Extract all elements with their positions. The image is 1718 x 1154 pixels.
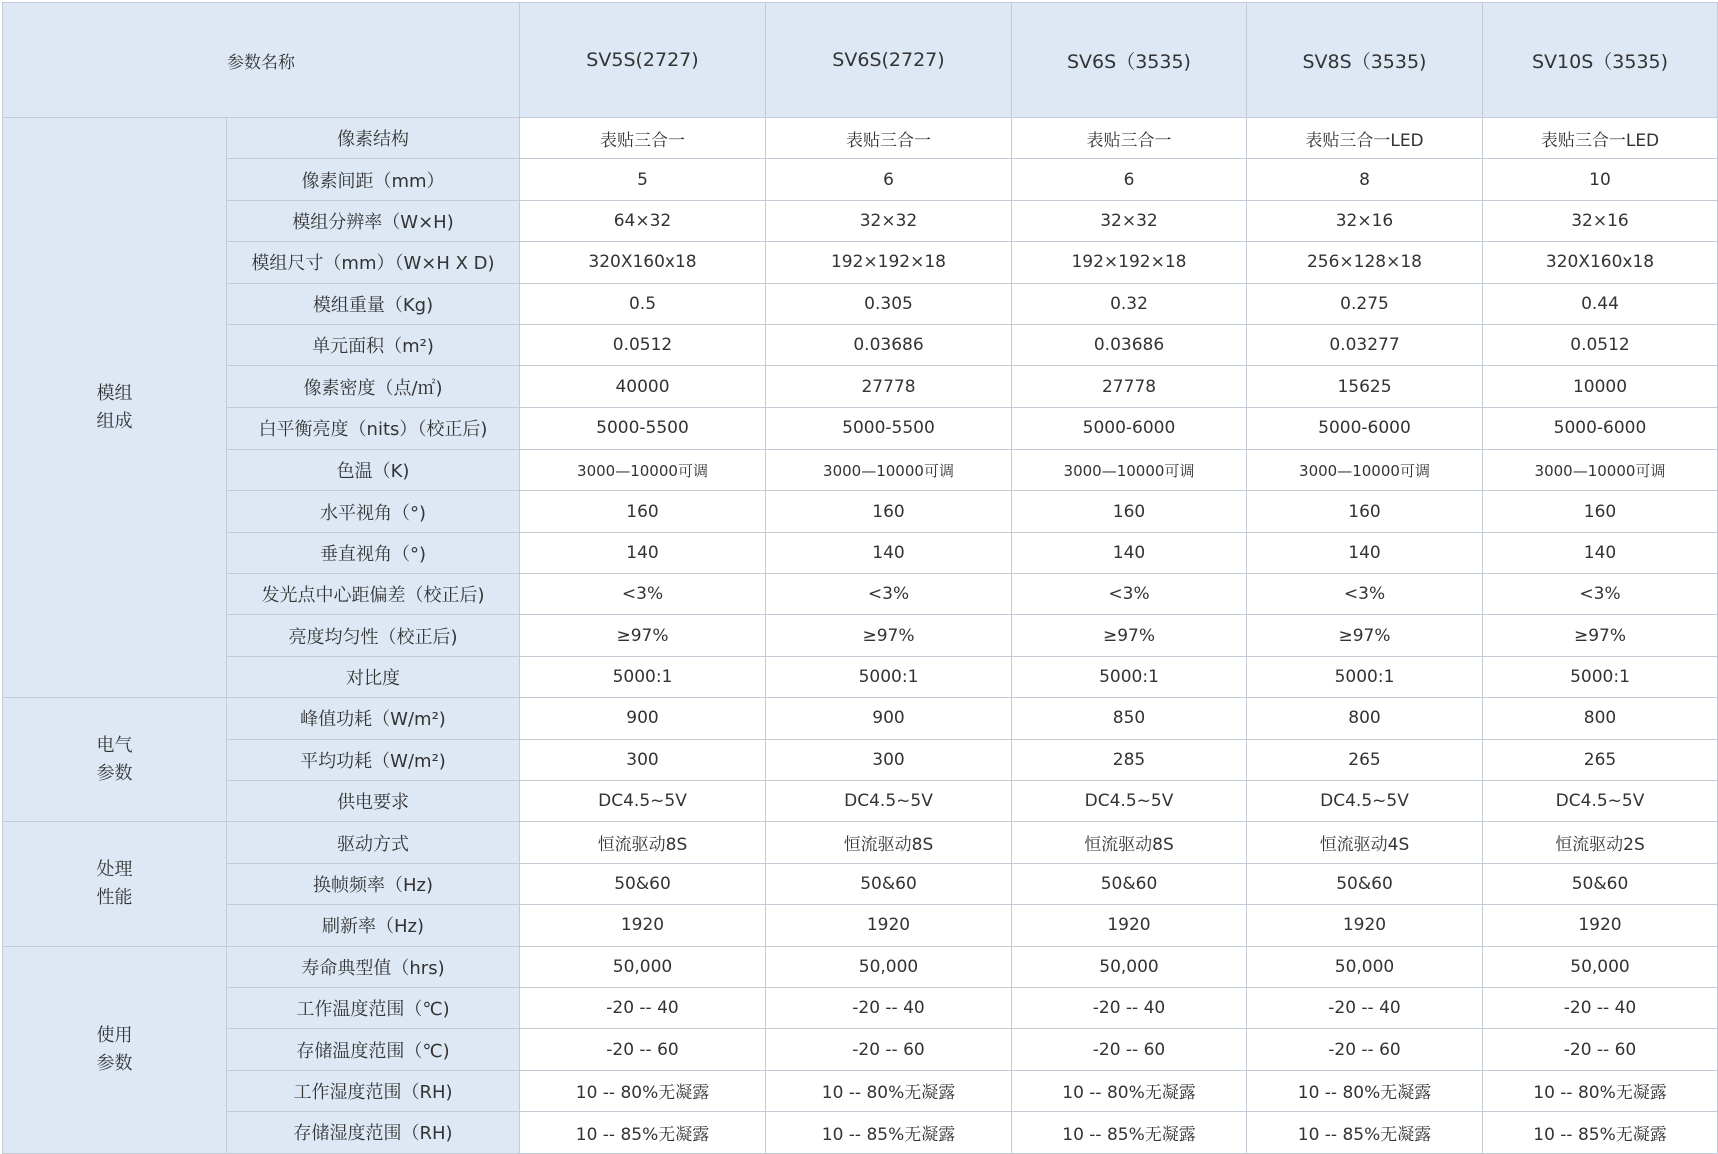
value-cell: 3000—10000可调 (520, 449, 766, 490)
group-label (3, 946, 227, 1153)
param-label: 工作湿度范围（RH) (227, 1070, 520, 1111)
table-row (3, 698, 1718, 739)
value-cell: DC4.5~5V (1247, 781, 1483, 822)
value-cell: -20 -- 40 (1247, 988, 1483, 1029)
table-row (3, 118, 1718, 159)
group-label-line: 处理 (96, 859, 133, 881)
value-cell: ≥97% (766, 615, 1012, 656)
value-cell: DC4.5~5V (520, 781, 766, 822)
value-cell: 160 (520, 491, 766, 532)
value-cell: 0.0512 (1483, 324, 1718, 365)
value-cell: <3% (1247, 574, 1483, 615)
param-label: 存储温度范围（℃) (227, 1029, 520, 1070)
value-cell: 10 -- 85%无凝露 (1483, 1112, 1718, 1153)
group-label (3, 822, 227, 946)
value-cell: 800 (1247, 698, 1483, 739)
value-cell: 50,000 (1012, 946, 1247, 987)
header-row (3, 3, 1718, 118)
model-header: SV6S（3535) (1012, 3, 1247, 118)
value-cell: 320X160x18 (520, 242, 766, 283)
group-label-line: 参数 (96, 762, 133, 784)
param-label: 垂直视角（°) (227, 532, 520, 573)
param-label: 模组尺寸（mm）（W×H X D) (227, 242, 520, 283)
value-cell: 3000—10000可调 (1012, 449, 1247, 490)
value-cell: 10 -- 85%无凝露 (1247, 1112, 1483, 1153)
value-cell: ≥97% (1483, 615, 1718, 656)
value-cell: -20 -- 40 (520, 988, 766, 1029)
value-cell: 10 -- 85%无凝露 (766, 1112, 1012, 1153)
value-cell: 表贴三合一LED (1483, 118, 1718, 159)
value-cell: 3000—10000可调 (1247, 449, 1483, 490)
value-cell: ≥97% (1247, 615, 1483, 656)
value-cell: 5000-5500 (520, 407, 766, 449)
value-cell: -20 -- 60 (766, 1029, 1012, 1070)
value-cell: 0.03277 (1247, 324, 1483, 365)
value-cell: 256×128×18 (1247, 242, 1483, 283)
value-cell: 50,000 (520, 946, 766, 987)
value-cell: 50&60 (766, 863, 1012, 904)
model-header: SV10S（3535) (1483, 3, 1718, 118)
value-cell: 285 (1012, 739, 1247, 780)
value-cell: 5000:1 (1247, 656, 1483, 697)
value-cell: 0.03686 (1012, 324, 1247, 365)
param-label: 模组重量（Kg) (227, 283, 520, 324)
value-cell: 0.44 (1483, 283, 1718, 324)
value-cell: 5 (520, 159, 766, 200)
value-cell: 50&60 (1483, 863, 1718, 904)
value-cell: 恒流驱动8S (766, 822, 1012, 863)
value-cell: 恒流驱动8S (1012, 822, 1247, 863)
table-row (3, 822, 1718, 863)
value-cell: 800 (1483, 698, 1718, 739)
table-row (3, 946, 1718, 987)
value-cell: 320X160x18 (1483, 242, 1718, 283)
param-label: 峰值功耗（W/m²) (227, 698, 520, 739)
group-label-line: 参数 (96, 1052, 133, 1074)
value-cell: 140 (1012, 532, 1247, 573)
value-cell: 10 -- 80%无凝露 (766, 1070, 1012, 1111)
table-row (3, 242, 1718, 283)
table-row (3, 1112, 1718, 1153)
value-cell: DC4.5~5V (1483, 781, 1718, 822)
value-cell: 5000-6000 (1012, 407, 1247, 449)
value-cell: 1920 (1247, 905, 1483, 946)
value-cell: 8 (1247, 159, 1483, 200)
value-cell: 10 -- 85%无凝露 (1012, 1112, 1247, 1153)
param-label: 工作温度范围（℃) (227, 988, 520, 1029)
value-cell: 恒流驱动2S (1483, 822, 1718, 863)
value-cell: 50&60 (520, 863, 766, 904)
value-cell: 64×32 (520, 200, 766, 241)
value-cell: 27778 (766, 366, 1012, 407)
group-label (3, 698, 227, 822)
value-cell: 0.32 (1012, 283, 1247, 324)
value-cell: 5000:1 (520, 656, 766, 697)
value-cell: 40000 (520, 366, 766, 407)
value-cell: 32×32 (1012, 200, 1247, 241)
table-row (3, 574, 1718, 615)
param-label: 像素密度（点/㎡) (227, 366, 520, 407)
value-cell: ≥97% (1012, 615, 1247, 656)
value-cell: 5000:1 (766, 656, 1012, 697)
value-cell: DC4.5~5V (1012, 781, 1247, 822)
group-label-line: 电气 (96, 734, 133, 756)
value-cell: 0.0512 (520, 324, 766, 365)
param-name-header: 参数名称 (3, 3, 520, 118)
table-row (3, 532, 1718, 573)
value-cell: 32×32 (766, 200, 1012, 241)
table-row (3, 366, 1718, 407)
value-cell: 300 (766, 739, 1012, 780)
value-cell: 160 (1247, 491, 1483, 532)
value-cell: 10 -- 80%无凝露 (1247, 1070, 1483, 1111)
value-cell: 5000:1 (1483, 656, 1718, 697)
value-cell: 0.305 (766, 283, 1012, 324)
value-cell: -20 -- 40 (766, 988, 1012, 1029)
table-row (3, 200, 1718, 241)
value-cell: 5000:1 (1012, 656, 1247, 697)
table-row (3, 407, 1718, 449)
value-cell: 表贴三合一 (766, 118, 1012, 159)
value-cell: -20 -- 60 (520, 1029, 766, 1070)
value-cell: 160 (1012, 491, 1247, 532)
value-cell: <3% (766, 574, 1012, 615)
value-cell: 0.5 (520, 283, 766, 324)
param-label: 色温（K) (227, 449, 520, 490)
value-cell: DC4.5~5V (766, 781, 1012, 822)
value-cell: 3000—10000可调 (766, 449, 1012, 490)
value-cell: <3% (1012, 574, 1247, 615)
value-cell: 192×192×18 (1012, 242, 1247, 283)
value-cell: 1920 (766, 905, 1012, 946)
value-cell: 140 (1483, 532, 1718, 573)
value-cell: 表贴三合一 (1012, 118, 1247, 159)
group-label-line: 模组 (96, 382, 133, 404)
param-label: 发光点中心距偏差（校正后) (227, 574, 520, 615)
table-row (3, 863, 1718, 904)
param-label: 供电要求 (227, 781, 520, 822)
value-cell: 0.275 (1247, 283, 1483, 324)
value-cell: 27778 (1012, 366, 1247, 407)
value-cell: 10 -- 80%无凝露 (520, 1070, 766, 1111)
value-cell: 0.03686 (766, 324, 1012, 365)
table-row (3, 449, 1718, 490)
group-label (3, 118, 227, 698)
param-label: 像素结构 (227, 118, 520, 159)
value-cell: 192×192×18 (766, 242, 1012, 283)
value-cell: 恒流驱动8S (520, 822, 766, 863)
table-row (3, 615, 1718, 656)
value-cell: 1920 (1012, 905, 1247, 946)
table-row (3, 1029, 1718, 1070)
value-cell: 140 (1247, 532, 1483, 573)
value-cell: 10000 (1483, 366, 1718, 407)
value-cell: 900 (520, 698, 766, 739)
value-cell: 50,000 (1247, 946, 1483, 987)
param-label: 像素间距（mm） (227, 159, 520, 200)
model-header: SV8S（3535) (1247, 3, 1483, 118)
value-cell: 10 (1483, 159, 1718, 200)
value-cell: 1920 (1483, 905, 1718, 946)
value-cell: -20 -- 60 (1483, 1029, 1718, 1070)
value-cell: 900 (766, 698, 1012, 739)
value-cell: <3% (1483, 574, 1718, 615)
value-cell: 50&60 (1247, 863, 1483, 904)
value-cell: 表贴三合一LED (1247, 118, 1483, 159)
param-label: 水平视角（°) (227, 491, 520, 532)
value-cell: 3000—10000可调 (1483, 449, 1718, 490)
value-cell: 160 (1483, 491, 1718, 532)
value-cell: 50&60 (1012, 863, 1247, 904)
group-label-line: 使用 (96, 1024, 133, 1046)
table-row (3, 283, 1718, 324)
table-row (3, 739, 1718, 780)
value-cell: -20 -- 40 (1012, 988, 1247, 1029)
value-cell: 5000-6000 (1483, 407, 1718, 449)
value-cell: 32×16 (1247, 200, 1483, 241)
value-cell: 300 (520, 739, 766, 780)
value-cell: 850 (1012, 698, 1247, 739)
param-label: 模组分辨率（W×H) (227, 200, 520, 241)
group-label-line: 性能 (96, 887, 133, 909)
value-cell: 50,000 (766, 946, 1012, 987)
param-label: 单元面积（m²) (227, 324, 520, 365)
value-cell: -20 -- 60 (1247, 1029, 1483, 1070)
spec-table (2, 2, 1718, 1154)
value-cell: 表贴三合一 (520, 118, 766, 159)
value-cell: 1920 (520, 905, 766, 946)
value-cell: -20 -- 40 (1483, 988, 1718, 1029)
value-cell: 160 (766, 491, 1012, 532)
value-cell: <3% (520, 574, 766, 615)
value-cell: 恒流驱动4S (1247, 822, 1483, 863)
value-cell: 10 -- 80%无凝露 (1012, 1070, 1247, 1111)
value-cell: 5000-6000 (1247, 407, 1483, 449)
value-cell: 265 (1483, 739, 1718, 780)
value-cell: 10 -- 85%无凝露 (520, 1112, 766, 1153)
param-label: 对比度 (227, 656, 520, 697)
value-cell: 6 (1012, 159, 1247, 200)
value-cell: 6 (766, 159, 1012, 200)
param-label: 白平衡亮度（nits）（校正后) (227, 407, 520, 449)
value-cell: 140 (766, 532, 1012, 573)
table-row (3, 905, 1718, 946)
table-row (3, 159, 1718, 200)
table-row (3, 1070, 1718, 1111)
value-cell: 15625 (1247, 366, 1483, 407)
value-cell: 50,000 (1483, 946, 1718, 987)
table-row (3, 491, 1718, 532)
value-cell: -20 -- 60 (1012, 1029, 1247, 1070)
param-label: 平均功耗（W/m²) (227, 739, 520, 780)
model-header: SV5S(2727) (520, 3, 766, 118)
model-header: SV6S(2727) (766, 3, 1012, 118)
param-label: 换帧频率（Hz) (227, 863, 520, 904)
spec-table-body (3, 118, 1718, 1154)
param-label: 存储湿度范围（RH) (227, 1112, 520, 1153)
param-label: 刷新率（Hz) (227, 905, 520, 946)
value-cell: 32×16 (1483, 200, 1718, 241)
value-cell: ≥97% (520, 615, 766, 656)
value-cell: 5000-5500 (766, 407, 1012, 449)
value-cell: 265 (1247, 739, 1483, 780)
table-row (3, 988, 1718, 1029)
table-row (3, 781, 1718, 822)
value-cell: 140 (520, 532, 766, 573)
group-label-line: 组成 (96, 410, 133, 432)
param-label: 驱动方式 (227, 822, 520, 863)
param-label: 亮度均匀性（校正后) (227, 615, 520, 656)
table-row (3, 324, 1718, 365)
param-label: 寿命典型值（hrs) (227, 946, 520, 987)
table-row (3, 656, 1718, 697)
value-cell: 10 -- 80%无凝露 (1483, 1070, 1718, 1111)
